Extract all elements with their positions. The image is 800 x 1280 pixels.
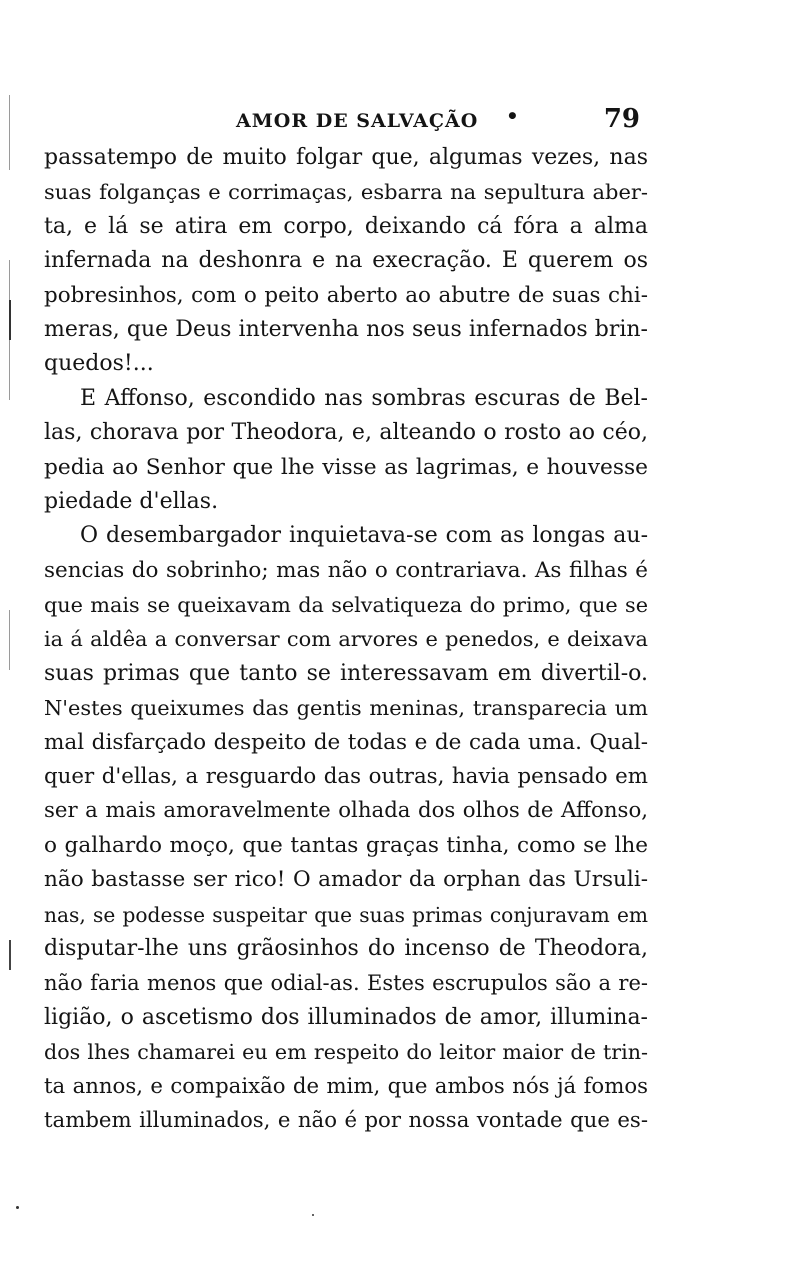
text-line: dos lhes chamarei eu em respeito do leitor maior de trin- [44,1040,648,1065]
text-line: tambem illuminados, e não é por nossa vontade que es- [44,1107,648,1133]
text-line: disputar-lhe uns grãosinhos do incenso de Theodora, [44,935,648,961]
text-line: E Affonso, escondido nas sombras escuras de Bel- [80,385,648,411]
ink-speck [312,1214,314,1216]
page-edge-mark [9,300,11,340]
text-line: passatempo de muito folgar que, algumas vezes, nas [44,145,648,170]
text-line: ia á aldêa a conversar com arvores e penedos, e deixava [44,627,648,652]
text-line: ligião, o ascetismo dos illuminados de amor, illumina- [44,1004,648,1030]
text-line: mal disfarçado despeito de todas e de cada uma. Qual- [44,729,648,755]
text-line: O desembargador inquietava-se com as longas au- [80,523,648,549]
running-title: AMOR DE SALVAÇÃO [236,110,479,132]
text-line: quer d'ellas, a resguardo das outras, havia pensado em [44,764,648,790]
page-edge-mark [9,940,11,970]
text-line: ta, e lá se atira em corpo, deixando cá fóra a alma [44,213,648,239]
text-line: ser a mais amoravelmente olhada dos olhos de Affonso, [44,798,648,824]
text-line: suas folganças e corrimaças, esbarra na sepultura aber- [44,180,648,205]
page-header [44,104,644,138]
text-line: piedade d'ellas. [44,488,219,514]
page-edge-mark [9,610,10,670]
text-line: sencias do sobrinho; mas não o contrariava. As filhas é [44,557,648,583]
text-line: quedos!... [44,351,154,377]
header-ornament: • [506,104,519,128]
text-line: o galhardo moço, que tantas graças tinha, como se lhe [44,832,648,858]
text-line: que mais se queixavam da selvatiqueza do primo, que se [44,593,648,618]
text-line: não faria menos que odial-as. Estes escrupulos são a re- [44,970,648,996]
page-number: 79 [603,104,640,134]
text-line: pobresinhos, com o peito aberto ao abutre de suas chi- [44,282,648,308]
ink-speck [16,1206,19,1209]
text-line: nas, se podesse suspeitar que suas primas conjuravam em [44,902,648,927]
text-line: meras, que Deus intervenha nos seus infernados brin- [44,316,648,342]
text-line: pedia ao Senhor que lhe visse as lagrimas, e houvesse [44,454,648,480]
text-line: las, chorava por Theodora, e, alteando o rosto ao céo, [44,420,648,446]
text-line: não bastasse ser rico! O amador da orphan das Ursuli- [44,867,648,893]
text-line: suas primas que tanto se interessavam em divertil-o. [44,660,648,686]
body-text [44,141,648,1138]
text-line: ta annos, e compaixão de mim, que ambos nós já fomos [44,1073,648,1099]
text-line: N'estes queixumes das gentis meninas, transparecia um [44,696,648,721]
page-edge-mark [9,95,10,170]
text-line: infernada na deshonra e na execração. E querem os [44,248,648,274]
